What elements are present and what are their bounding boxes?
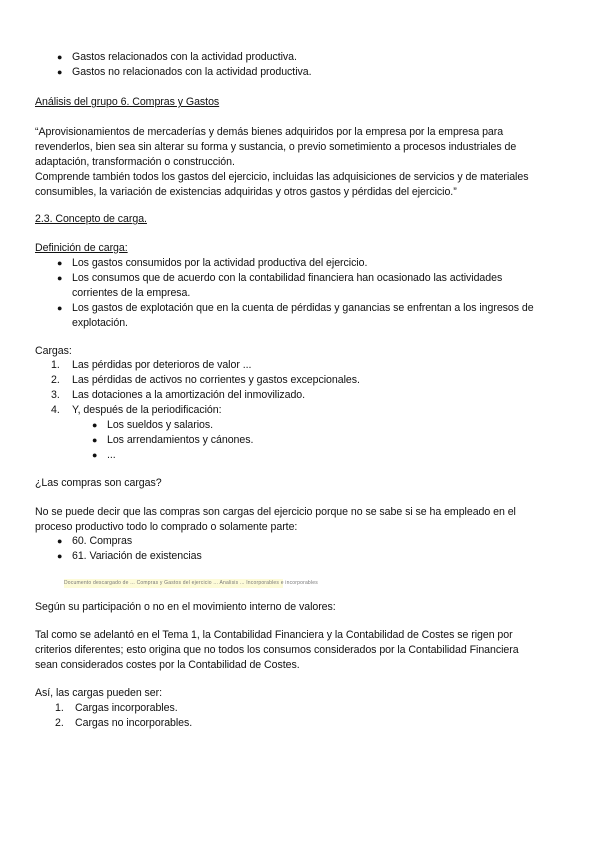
- definition-bullet-list: [57, 256, 577, 331]
- cargas-sub-list: [92, 418, 492, 463]
- bullet-icon: ●: [57, 303, 63, 313]
- list-item: 1. Cargas incorporables.: [55, 702, 178, 714]
- list-item: ● Los sueldos y salarios.: [92, 419, 214, 431]
- quote-line: revenderlos, bien sea sin alterar su forma y sustancia, o previo sometimiento a procesos industriales de: [35, 141, 517, 153]
- list-item: ● 61. Variación de existencias: [57, 550, 202, 562]
- bullet-icon: ●: [57, 273, 63, 283]
- quote-line: Comprende también todos los gastos del ejercicio, incluidas las adquisiciones de servicios y de materiales: [35, 171, 529, 183]
- bullet-icon: ●: [57, 551, 63, 561]
- bullet-icon: ●: [57, 258, 63, 268]
- list-item: 3. Las dotaciones a la amortización del inmovilizado.: [51, 389, 306, 401]
- quote-line: consumibles, la variación de existencias adquiridas y otros gastos y pérdidas del ejercicio.”: [35, 186, 457, 198]
- list-item: ● ...: [92, 449, 116, 461]
- list-item: ● Los gastos de explotación que en la cuenta de pérdidas y ganancias se enfrentan a los ingresos de explotación.: [57, 302, 534, 329]
- compras-question: ¿Las compras son cargas?: [35, 477, 162, 489]
- list-item: 1. Las pérdidas por deterioros de valor ...: [51, 359, 252, 371]
- bullet-icon: ●: [92, 450, 98, 460]
- compras-bullet-list: [57, 534, 457, 564]
- participation-heading: Según su participación o no en el movimiento interno de valores:: [35, 601, 336, 613]
- analysis-heading: Análisis del grupo 6. Compras y Gastos: [35, 96, 220, 108]
- list-item: 2. Cargas no incorporables.: [55, 717, 193, 729]
- list-item: ● Gastos no relacionados con la actividad productiva.: [57, 66, 312, 78]
- section-heading: 2.3. Concepto de carga.: [35, 213, 147, 225]
- list-item: ● Los consumos que de acuerdo con la contabilidad financiera han ocasionado las actividades corrientes de la empresa.: [57, 272, 503, 299]
- definition-label: Definición de carga:: [35, 242, 128, 254]
- list-item: ● Los arrendamientos y cánones.: [92, 434, 254, 446]
- compras-answer: No se puede decir que las compras son cargas del ejercicio porque no se sabe si se ha empleado en el proceso productivo todo lo comprado o solamente parte:: [35, 506, 516, 533]
- participation-paragraph: Tal como se adelantó en el Tema 1, la Contabilidad Financiera y la Contabilidad de Costes se rigen por criterios diferentes; esto origina que no todos los consumos considerados por la Contabilidad Financiera sean considerados costes por la Contabilidad de Costes.: [35, 629, 519, 671]
- cargas-numbered-list: [51, 358, 551, 418]
- cargas-label: Cargas:: [35, 345, 72, 357]
- list-item: 4. Y, después de la periodificación:: [51, 404, 222, 416]
- bullet-icon: ●: [92, 435, 98, 445]
- list-item: ● 60. Compras: [57, 535, 133, 547]
- cargas-type-list: [55, 701, 455, 731]
- highlighted-note: Documento descargado de ... Compras y Gastos del ejercicio ... Analisis ... Incorporables e incorporables: [64, 580, 318, 586]
- quote-line: “Aprovisionamientos de mercaderías y demás bienes adquiridos por la empresa por la empresa para: [35, 126, 504, 138]
- quote-line: adaptación, transformación o construcción.: [35, 156, 235, 168]
- list-item: 2. Las pérdidas de activos no corrientes y gastos excepcionales.: [51, 374, 360, 386]
- bullet-icon: ●: [92, 420, 98, 430]
- list-item: ● Gastos relacionados con la actividad productiva.: [57, 51, 297, 63]
- analysis-quote: [35, 125, 575, 200]
- top-bullet-list: [57, 50, 537, 80]
- cargas-intro: Así, las cargas pueden ser:: [35, 687, 163, 699]
- bullet-icon: ●: [57, 536, 63, 546]
- list-item: ● Los gastos consumidos por la actividad productiva del ejercicio.: [57, 257, 368, 269]
- bullet-icon: ●: [57, 52, 63, 62]
- bullet-icon: ●: [57, 67, 63, 77]
